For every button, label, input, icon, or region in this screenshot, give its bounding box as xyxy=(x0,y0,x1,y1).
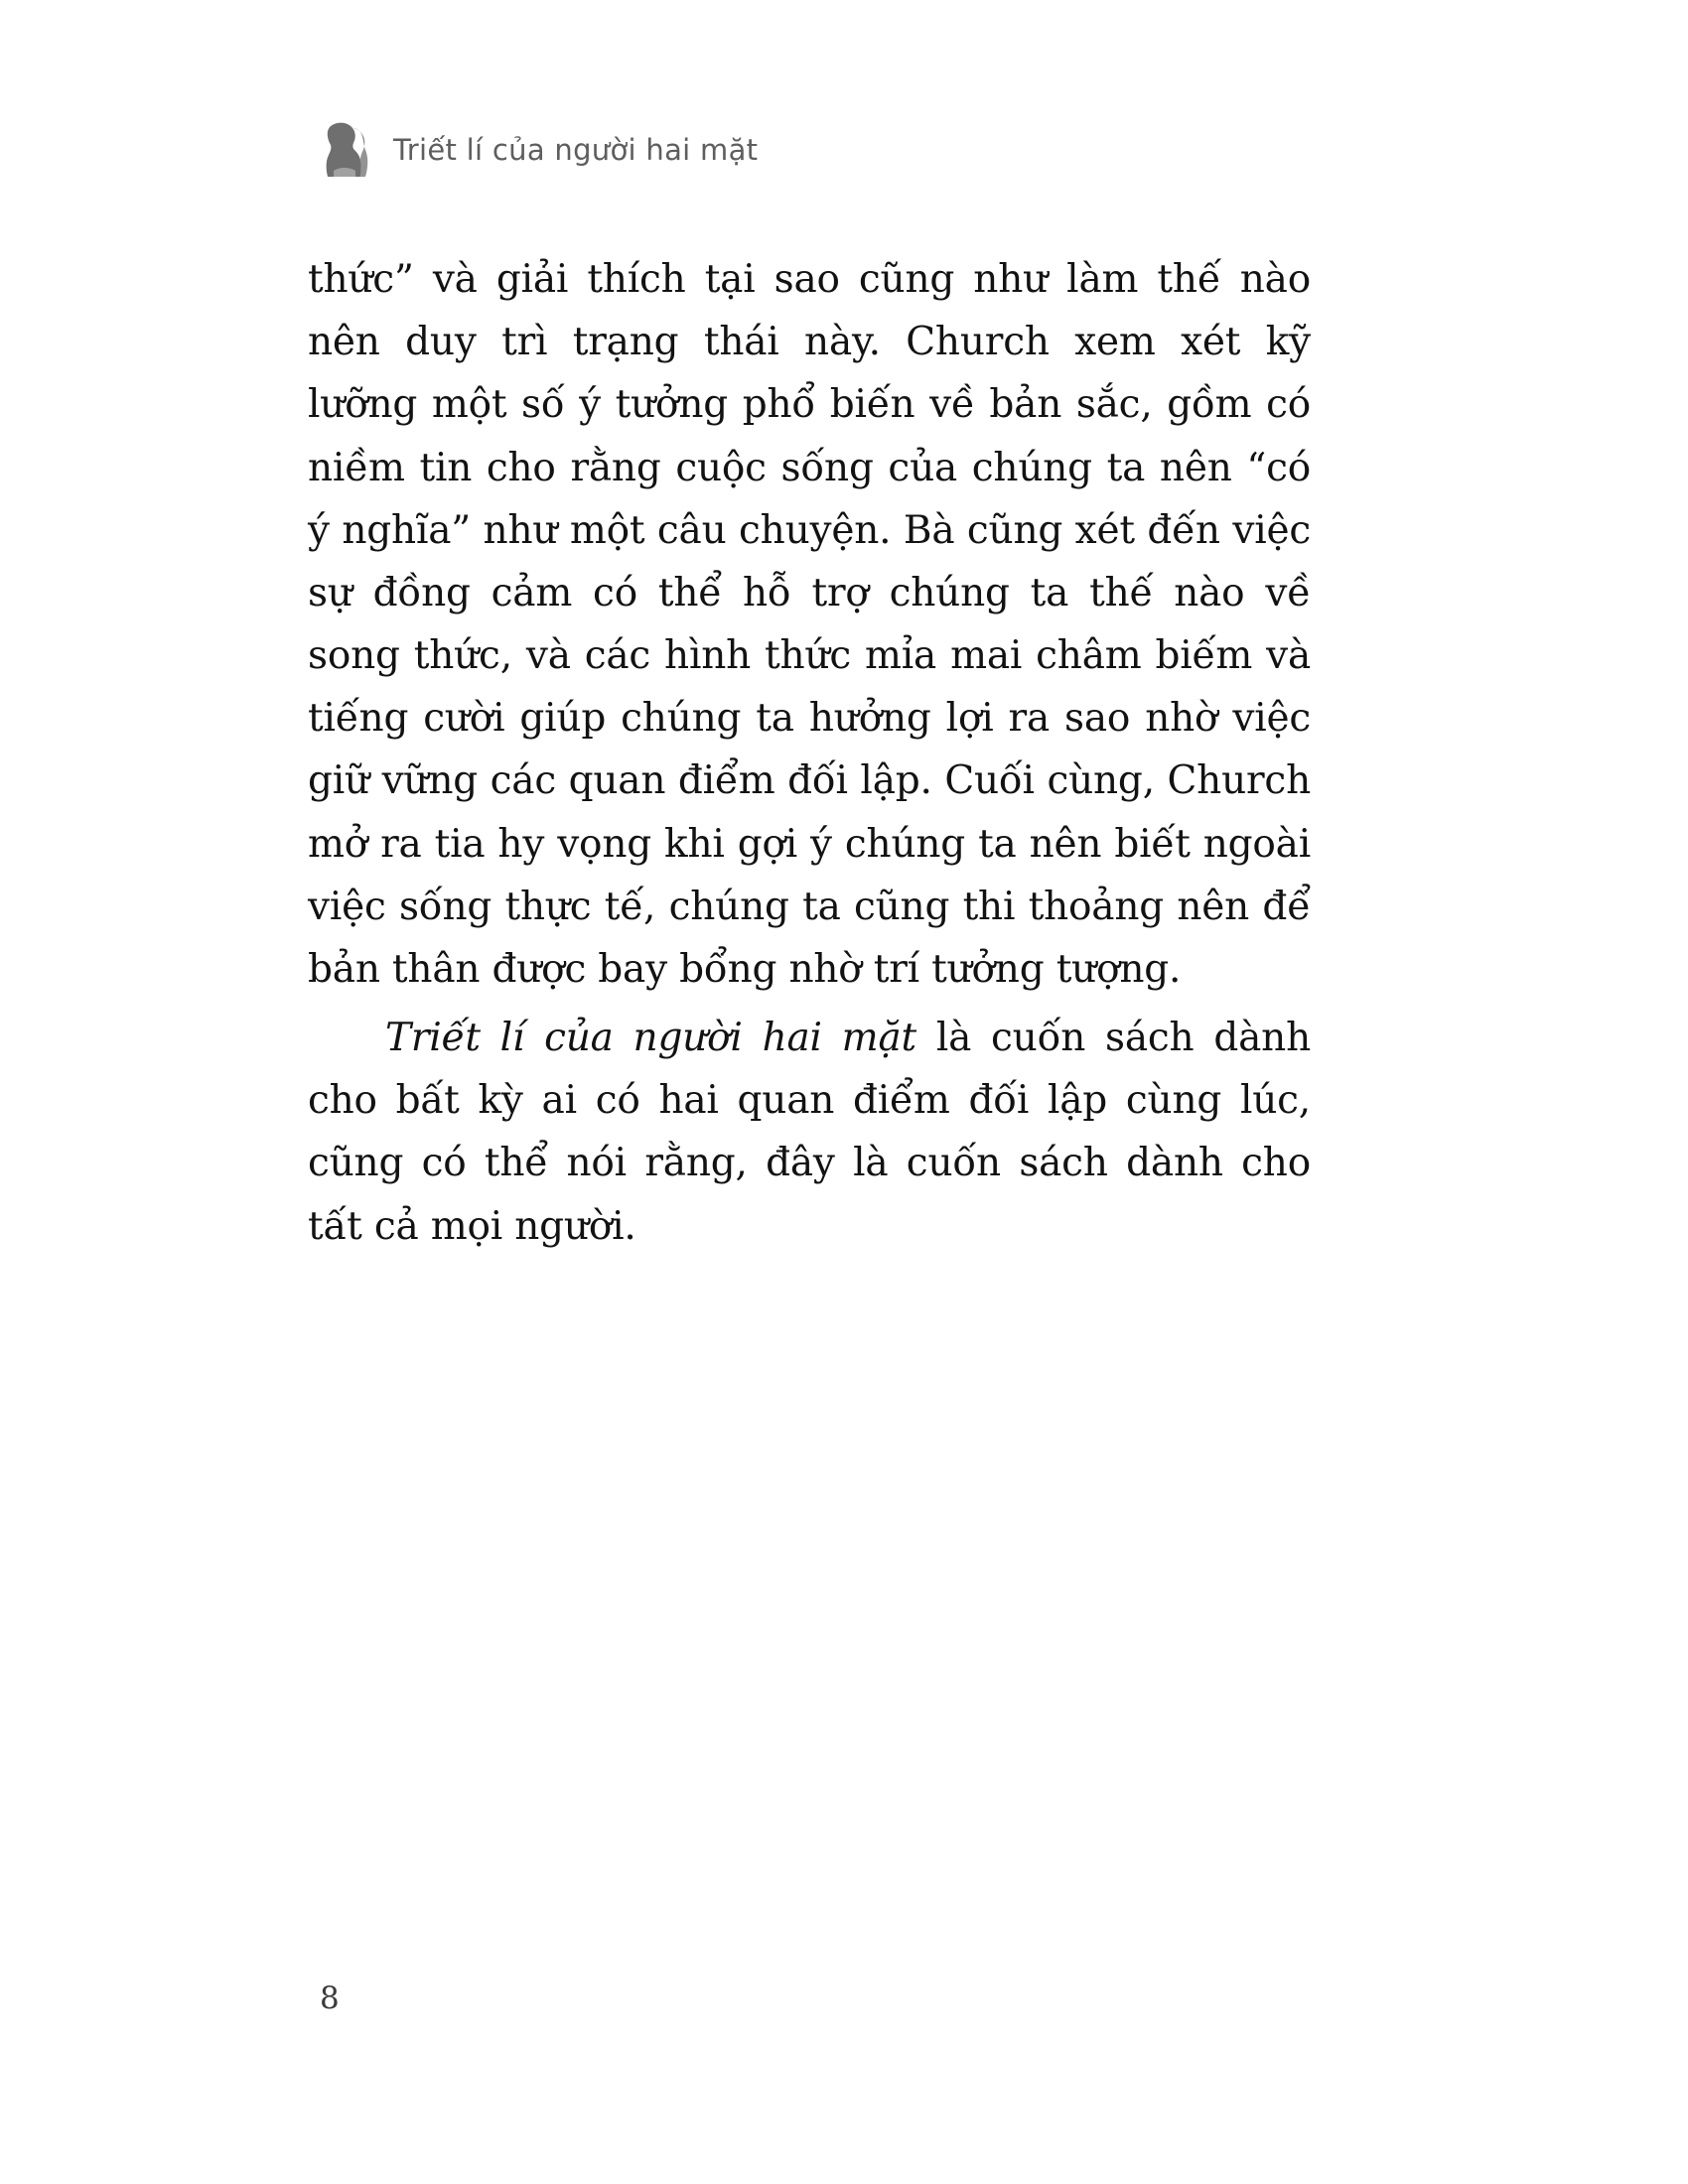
paragraph-1: thức” và giải thích tại sao cũng như làm thế nào nên duy trì trạng thái này. Church xem xét kỹ lưỡng một số ý tưởng phổ biến về bản sắc, gồm có niềm tin cho rằng cuộc sống của chúng ta nên “có ý nghĩa” như một câu chuyện. Bà cũng xét đến việc sự đồng cảm có thể hỗ trợ chúng ta thế nào về song thức, và các hình thức mỉa mai châm biếm và tiếng cười giúp chúng ta hưởng lợi ra sao nhờ việc giữ vững các quan điểm đối lập. Cuối cùng, Church mở ra tia hy vọng khi gợi ý chúng ta nên biết ngoài việc sống thực tế, chúng ta cũng thi thoảng nên để bản thân được bay bổng nhờ trí tưởng tượng. xyxy=(308,257,1311,992)
running-header xyxy=(320,119,758,181)
page-number: 8 xyxy=(320,1980,340,2016)
paragraph-2 xyxy=(308,1007,1311,1258)
body-text-column xyxy=(308,248,1311,1258)
two-faced-head-icon xyxy=(320,119,371,181)
running-header-title: Triết lí của người hai mặt xyxy=(393,133,759,167)
book-title-italic: Triết lí của người hai mặt xyxy=(385,1016,916,1061)
closing-paragraph-rest: là cuốn sách dành cho bất kỳ ai có hai quan điểm đối lập cùng lúc, cũng có thể nói rằng, đây là cuốn sách dành cho tất cả mọi người. xyxy=(308,1016,1311,1249)
